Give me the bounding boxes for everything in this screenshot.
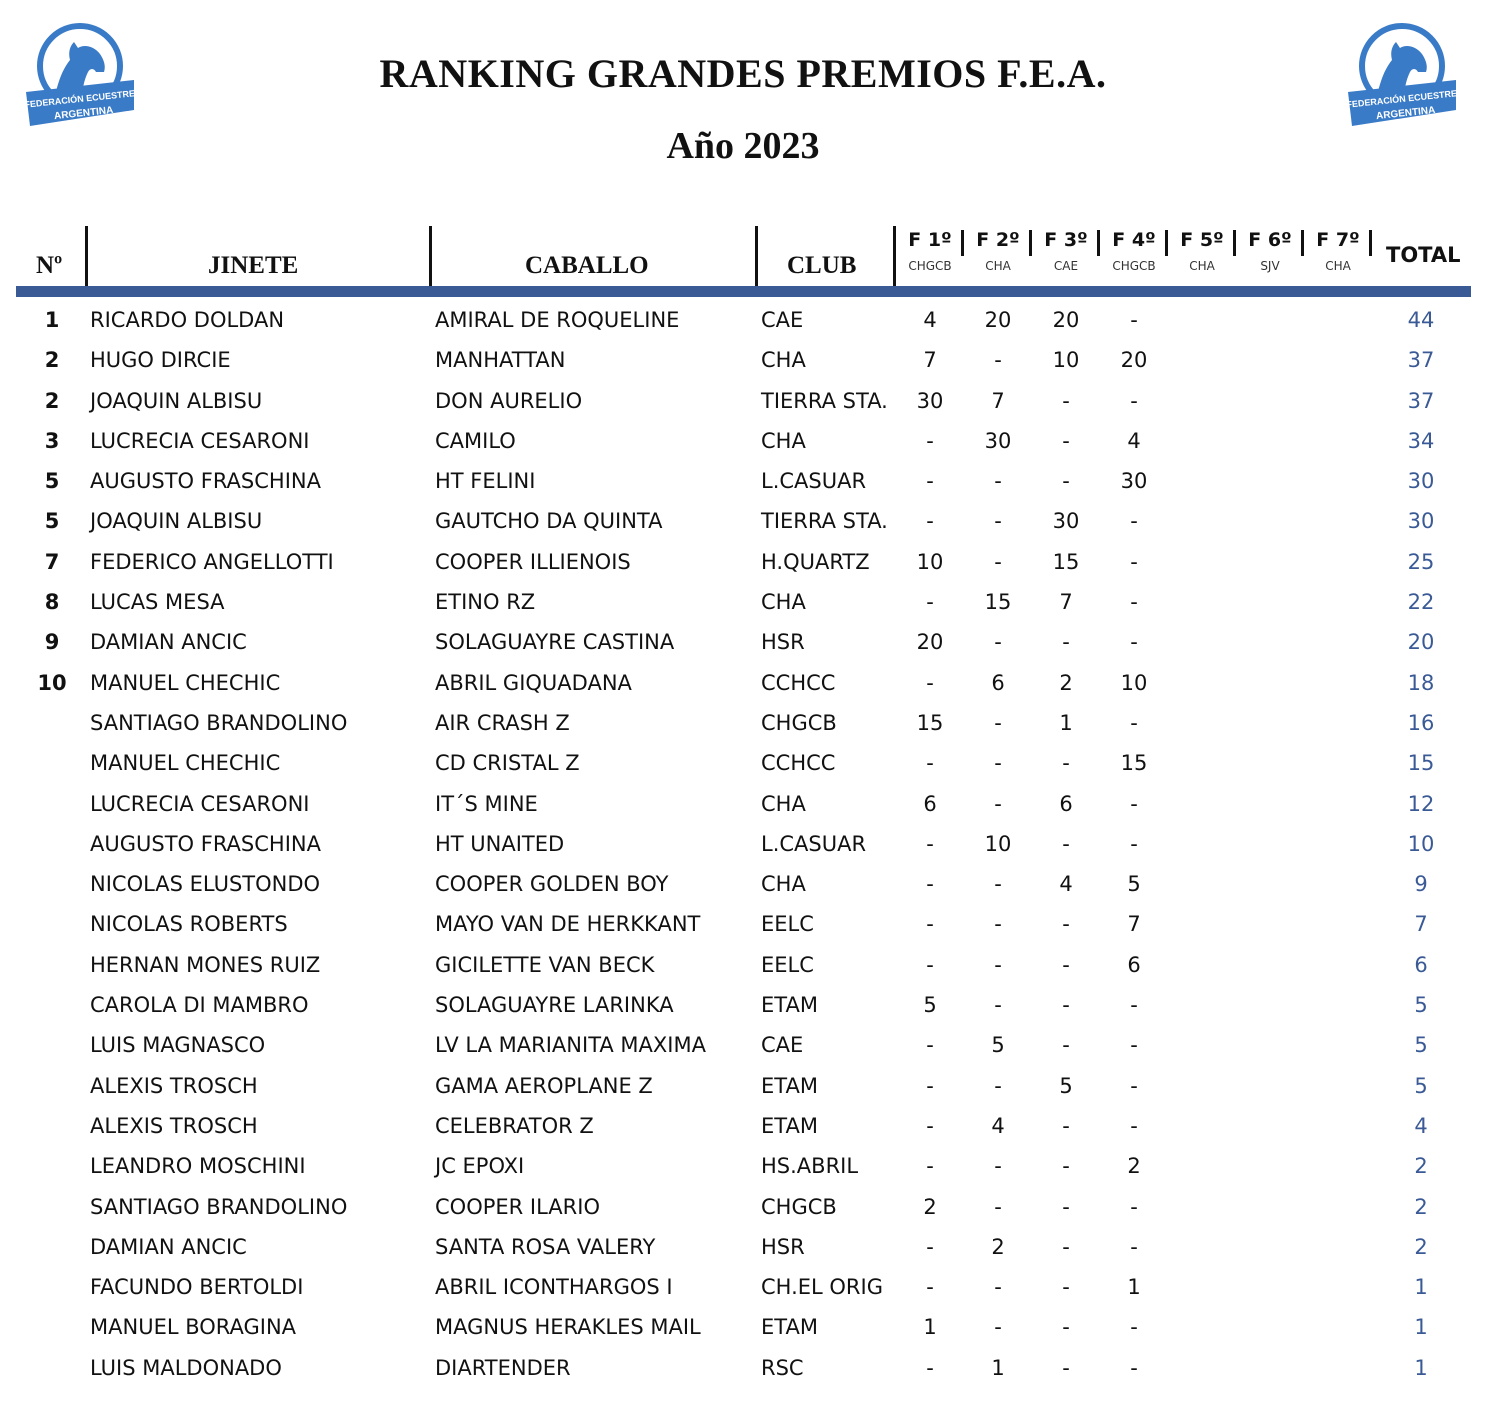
total-cell: 34 xyxy=(1407,428,1435,453)
club-cell: CHGCB xyxy=(761,710,837,735)
final-label: F 2º xyxy=(976,229,1020,251)
final-1-cell: 2 xyxy=(923,1194,937,1219)
total-cell: 30 xyxy=(1407,469,1435,494)
final-3-cell: - xyxy=(1062,388,1070,413)
final-4-cell: - xyxy=(1130,388,1138,413)
rider-cell: DAMIAN ANCIC xyxy=(90,630,247,655)
final-1-cell: - xyxy=(926,509,934,534)
club-cell: HSR xyxy=(761,1234,805,1259)
rider-cell: DAMIAN ANCIC xyxy=(90,1234,247,1259)
rider-cell: FACUNDO BERTOLDI xyxy=(90,1275,304,1300)
club-cell: TIERRA STA. xyxy=(761,509,888,534)
club-cell: HSR xyxy=(761,630,805,655)
club-cell: HS.ABRIL xyxy=(761,1154,859,1179)
final-3-cell: 6 xyxy=(1059,791,1073,816)
rider-cell: LUCRECIA CESARONI xyxy=(90,428,310,453)
header-final-7 xyxy=(1304,229,1372,273)
header-divider xyxy=(85,226,88,286)
final-3-cell: - xyxy=(1062,912,1070,937)
final-3-cell: - xyxy=(1062,952,1070,977)
table-row xyxy=(0,864,1486,904)
horse-cell: JC EPOXI xyxy=(435,1154,525,1179)
header-final-5 xyxy=(1168,229,1236,273)
club-cell: CHA xyxy=(761,872,806,897)
table-row xyxy=(0,824,1486,864)
final-1-cell: 30 xyxy=(916,388,944,413)
final-4-cell: 10 xyxy=(1120,670,1148,695)
club-cell: CAE xyxy=(761,1033,804,1058)
club-cell: CHA xyxy=(761,590,806,615)
horse-cell: IT´S MINE xyxy=(435,791,538,816)
header-rider: JINETE xyxy=(208,252,299,279)
horse-cell: SOLAGUAYRE CASTINA xyxy=(435,630,675,655)
final-3-cell: - xyxy=(1062,1234,1070,1259)
final-3-cell: 15 xyxy=(1052,549,1080,574)
total-cell: 5 xyxy=(1414,1073,1428,1098)
horse-cell: CD CRISTAL Z xyxy=(435,751,580,776)
final-2-cell: 1 xyxy=(991,1355,1005,1380)
horse-cell: COOPER GOLDEN BOY xyxy=(435,872,669,897)
final-2-cell: - xyxy=(994,872,1002,897)
final-1-cell: - xyxy=(926,1113,934,1138)
final-2-cell: - xyxy=(994,751,1002,776)
horse-cell: AIR CRASH Z xyxy=(435,710,570,735)
table-row xyxy=(0,421,1486,461)
rank-cell: 8 xyxy=(44,590,60,615)
rank-cell: 9 xyxy=(44,630,60,655)
rider-cell: LEANDRO MOSCHINI xyxy=(90,1154,306,1179)
total-cell: 1 xyxy=(1414,1315,1428,1340)
final-4-cell: - xyxy=(1130,509,1138,534)
final-2-cell: - xyxy=(994,549,1002,574)
horse-cell: HT FELINI xyxy=(435,469,536,494)
final-3-cell: - xyxy=(1062,1154,1070,1179)
rank-cell: 7 xyxy=(44,549,60,574)
rank-cell: 3 xyxy=(44,428,60,453)
final-4-cell: 5 xyxy=(1127,872,1141,897)
final-3-cell: - xyxy=(1062,428,1070,453)
header-divider xyxy=(429,226,432,286)
final-club: CHA xyxy=(985,259,1011,273)
final-1-cell: - xyxy=(926,1355,934,1380)
total-cell: 44 xyxy=(1407,308,1435,332)
header-total: TOTAL xyxy=(1386,243,1461,267)
final-4-cell: - xyxy=(1130,1355,1138,1380)
final-4-cell: - xyxy=(1130,630,1138,655)
final-label: F 5º xyxy=(1180,229,1224,251)
final-1-cell: - xyxy=(926,831,934,856)
table-row xyxy=(0,784,1486,824)
horse-cell: ETINO RZ xyxy=(435,590,536,615)
final-2-cell: 2 xyxy=(991,1234,1005,1259)
final-3-cell: 30 xyxy=(1052,509,1080,534)
table-row xyxy=(0,743,1486,783)
header-horse: CABALLO xyxy=(525,252,649,279)
rider-cell: MANUEL CHECHIC xyxy=(90,670,281,695)
table-row xyxy=(0,663,1486,703)
horse-cell: HT UNAITED xyxy=(435,831,565,856)
table-row xyxy=(0,1187,1486,1227)
final-label: F 6º xyxy=(1248,229,1292,251)
final-1-cell: - xyxy=(926,751,934,776)
final-1-cell: - xyxy=(926,1275,934,1300)
page-subtitle: Año 2023 xyxy=(666,125,820,167)
club-cell: ETAM xyxy=(761,1073,818,1098)
rank-cell: 2 xyxy=(44,348,60,373)
final-1-cell: - xyxy=(926,428,934,453)
club-cell: CCHCC xyxy=(761,751,836,776)
final-1-cell: 5 xyxy=(923,993,937,1018)
final-1-cell: - xyxy=(926,1073,934,1098)
final-2-cell: - xyxy=(994,1275,1002,1300)
rider-cell: NICOLAS ROBERTS xyxy=(90,912,288,937)
final-2-cell: - xyxy=(994,1315,1002,1340)
rider-cell: NICOLAS ELUSTONDO xyxy=(90,872,321,897)
table-row xyxy=(0,381,1486,421)
rider-cell: CAROLA DI MAMBRO xyxy=(90,993,309,1018)
final-2-cell: - xyxy=(994,1073,1002,1098)
total-cell: 2 xyxy=(1414,1154,1428,1179)
club-cell: ETAM xyxy=(761,1315,818,1340)
table-row xyxy=(0,1146,1486,1186)
club-cell: RSC xyxy=(761,1355,804,1380)
final-label: F 7º xyxy=(1316,229,1360,251)
final-3-cell: 7 xyxy=(1059,590,1073,615)
total-cell: 15 xyxy=(1407,751,1435,776)
total-cell: 4 xyxy=(1414,1113,1428,1138)
table-row xyxy=(0,1348,1486,1388)
total-cell: 18 xyxy=(1407,670,1435,695)
table-row xyxy=(0,300,1486,340)
rider-cell: LUIS MALDONADO xyxy=(90,1355,282,1380)
svg-text:ARGENTINA: ARGENTINA xyxy=(53,104,114,123)
horse-cell: MANHATTAN xyxy=(435,348,566,373)
final-1-cell: - xyxy=(926,469,934,494)
table-row xyxy=(0,1267,1486,1307)
table-row xyxy=(0,340,1486,380)
horse-cell: COOPER ILARIO xyxy=(435,1194,600,1219)
club-cell: H.QUARTZ xyxy=(761,549,870,574)
horse-cell: MAGNUS HERAKLES MAIL xyxy=(435,1315,701,1340)
rank-cell: 1 xyxy=(44,308,60,332)
rider-cell: LUCRECIA CESARONI xyxy=(90,791,310,816)
final-3-cell: - xyxy=(1062,469,1070,494)
total-cell: 1 xyxy=(1414,1275,1428,1300)
final-4-cell: 20 xyxy=(1120,348,1148,373)
final-3-cell: - xyxy=(1062,831,1070,856)
header-club: CLUB xyxy=(787,252,857,279)
final-4-cell: - xyxy=(1130,1113,1138,1138)
final-club: SJV xyxy=(1260,259,1280,273)
total-cell: 25 xyxy=(1407,549,1435,574)
header-final-3 xyxy=(1032,229,1100,273)
final-2-cell: - xyxy=(994,993,1002,1018)
horse-cell: CAMILO xyxy=(435,428,516,453)
total-cell: 9 xyxy=(1414,872,1428,897)
table-row xyxy=(0,1066,1486,1106)
rank-cell: 2 xyxy=(44,388,60,413)
final-4-cell: 15 xyxy=(1120,751,1148,776)
final-4-cell: - xyxy=(1130,1073,1138,1098)
final-4-cell: 7 xyxy=(1127,912,1141,937)
final-3-cell: 20 xyxy=(1052,308,1080,332)
final-3-cell: - xyxy=(1062,1275,1070,1300)
rider-cell: FEDERICO ANGELLOTTI xyxy=(90,549,334,574)
final-1-cell: - xyxy=(926,1033,934,1058)
final-club: CHGCB xyxy=(908,259,952,273)
final-4-cell: - xyxy=(1130,1315,1138,1340)
header-final-1 xyxy=(896,229,964,273)
club-cell: CH.EL ORIG xyxy=(761,1275,883,1300)
final-1-cell: 1 xyxy=(923,1315,937,1340)
final-1-cell: - xyxy=(926,1234,934,1259)
final-3-cell: - xyxy=(1062,1315,1070,1340)
rider-cell: JOAQUIN ALBISU xyxy=(90,509,263,534)
final-3-cell: - xyxy=(1062,751,1070,776)
club-cell: ETAM xyxy=(761,993,818,1018)
rider-cell: SANTIAGO BRANDOLINO xyxy=(90,1194,348,1219)
final-2-cell: 15 xyxy=(984,590,1012,615)
club-cell: CAE xyxy=(761,308,804,332)
rank-cell: 10 xyxy=(37,670,67,695)
total-cell: 12 xyxy=(1407,791,1435,816)
club-cell: CCHCC xyxy=(761,670,836,695)
final-2-cell: - xyxy=(994,509,1002,534)
header-rank: Nº xyxy=(36,252,63,279)
header-final-2 xyxy=(964,229,1032,273)
total-cell: 2 xyxy=(1414,1194,1428,1219)
final-3-cell: 2 xyxy=(1059,670,1073,695)
final-2-cell: 10 xyxy=(984,831,1012,856)
final-4-cell: 30 xyxy=(1120,469,1148,494)
final-label: F 4º xyxy=(1112,229,1156,251)
horse-cell: SANTA ROSA VALERY xyxy=(435,1234,656,1259)
ranking-table xyxy=(0,300,1486,1388)
horse-cell: GAUTCHO DA QUINTA xyxy=(435,509,663,534)
final-4-cell: - xyxy=(1130,1033,1138,1058)
final-club: CHA xyxy=(1189,259,1215,273)
table-row xyxy=(0,461,1486,501)
horse-cell: DON AURELIO xyxy=(435,388,583,413)
horse-cell: CELEBRATOR Z xyxy=(435,1113,594,1138)
final-2-cell: - xyxy=(994,630,1002,655)
final-4-cell: 4 xyxy=(1127,428,1141,453)
final-1-cell: 6 xyxy=(923,791,937,816)
final-2-cell: 20 xyxy=(984,308,1012,332)
table-row xyxy=(0,904,1486,944)
final-4-cell: - xyxy=(1130,1194,1138,1219)
rider-cell: RICARDO DOLDAN xyxy=(90,308,285,332)
final-2-cell: 7 xyxy=(991,388,1005,413)
table-row xyxy=(0,1307,1486,1347)
final-4-cell: - xyxy=(1130,993,1138,1018)
club-cell: CHGCB xyxy=(761,1194,837,1219)
final-4-cell: 2 xyxy=(1127,1154,1141,1179)
total-cell: 22 xyxy=(1407,590,1435,615)
horse-cell: AMIRAL DE ROQUELINE xyxy=(435,308,680,332)
final-4-cell: - xyxy=(1130,308,1138,332)
final-2-cell: - xyxy=(994,469,1002,494)
horse-cell: DIARTENDER xyxy=(435,1355,571,1380)
club-cell: L.CASUAR xyxy=(761,469,867,494)
final-1-cell: 10 xyxy=(916,549,944,574)
final-3-cell: - xyxy=(1062,1113,1070,1138)
final-2-cell: - xyxy=(994,952,1002,977)
final-4-cell: - xyxy=(1130,791,1138,816)
final-3-cell: - xyxy=(1062,1194,1070,1219)
club-cell: EELC xyxy=(761,912,814,937)
rider-cell: MANUEL CHECHIC xyxy=(90,751,281,776)
total-cell: 20 xyxy=(1407,630,1435,655)
final-4-cell: - xyxy=(1130,549,1138,574)
final-1-cell: - xyxy=(926,952,934,977)
horse-cell: ABRIL GIQUADANA xyxy=(435,670,632,695)
club-cell: EELC xyxy=(761,952,814,977)
rider-cell: ALEXIS TROSCH xyxy=(90,1073,258,1098)
final-3-cell: - xyxy=(1062,1033,1070,1058)
table-row xyxy=(0,1025,1486,1065)
page-title: RANKING GRANDES PREMIOS F.E.A. xyxy=(379,51,1107,96)
rank-cell: 5 xyxy=(44,509,60,534)
table-row xyxy=(0,622,1486,662)
horse-cell: ABRIL ICONTHARGOS I xyxy=(435,1275,673,1300)
final-2-cell: - xyxy=(994,1194,1002,1219)
total-cell: 16 xyxy=(1407,710,1435,735)
header-final-4 xyxy=(1100,229,1168,273)
final-1-cell: - xyxy=(926,670,934,695)
header-final-6 xyxy=(1236,229,1304,273)
table-row xyxy=(0,582,1486,622)
final-3-cell: 1 xyxy=(1059,710,1073,735)
table-row xyxy=(0,703,1486,743)
horse-cell: GAMA AEROPLANE Z xyxy=(435,1073,653,1098)
club-cell: L.CASUAR xyxy=(761,831,867,856)
total-cell: 7 xyxy=(1414,912,1428,937)
final-1-cell: - xyxy=(926,872,934,897)
club-cell: CHA xyxy=(761,348,806,373)
final-4-cell: - xyxy=(1130,831,1138,856)
final-2-cell: 5 xyxy=(991,1033,1005,1058)
final-3-cell: - xyxy=(1062,630,1070,655)
final-3-cell: 5 xyxy=(1059,1073,1073,1098)
final-4-cell: - xyxy=(1130,1234,1138,1259)
final-1-cell: 15 xyxy=(916,710,944,735)
total-cell: 30 xyxy=(1407,509,1435,534)
table-row xyxy=(0,1106,1486,1146)
table-row xyxy=(0,1227,1486,1267)
rider-cell: SANTIAGO BRANDOLINO xyxy=(90,710,348,735)
rider-cell: LUCAS MESA xyxy=(90,590,225,615)
total-cell: 6 xyxy=(1414,952,1428,977)
final-3-cell: 4 xyxy=(1059,872,1073,897)
total-cell: 5 xyxy=(1414,993,1428,1018)
club-cell: CHA xyxy=(761,791,806,816)
final-club: CAE xyxy=(1053,259,1079,273)
final-2-cell: - xyxy=(994,710,1002,735)
horse-cell: MAYO VAN DE HERKKANT xyxy=(435,912,701,937)
horse-cell: GICILETTE VAN BECK xyxy=(435,952,655,977)
final-1-cell: - xyxy=(926,1154,934,1179)
final-4-cell: 6 xyxy=(1127,952,1141,977)
table-row xyxy=(0,945,1486,985)
rider-cell: HERNAN MONES RUIZ xyxy=(90,952,321,977)
club-cell: TIERRA STA. xyxy=(761,388,888,413)
table-row xyxy=(0,985,1486,1025)
horse-cell: LV LA MARIANITA MAXIMA xyxy=(435,1033,706,1058)
final-3-cell: - xyxy=(1062,993,1070,1018)
final-1-cell: - xyxy=(926,912,934,937)
total-cell: 10 xyxy=(1407,831,1435,856)
table-row xyxy=(0,542,1486,582)
final-2-cell: - xyxy=(994,1154,1002,1179)
rider-cell: MANUEL BORAGINA xyxy=(90,1315,297,1340)
svg-text:FEDERACIÓN ECUESTRE: FEDERACIÓN ECUESTRE xyxy=(24,88,136,110)
rank-cell: 5 xyxy=(44,469,60,494)
svg-text:FEDERACIÓN ECUESTRE: FEDERACIÓN ECUESTRE xyxy=(1346,88,1458,110)
club-cell: ETAM xyxy=(761,1113,818,1138)
final-label: F 1º xyxy=(908,229,952,251)
table-row xyxy=(0,501,1486,541)
total-cell: 37 xyxy=(1407,388,1435,413)
total-cell: 37 xyxy=(1407,348,1435,373)
final-label: F 3º xyxy=(1044,229,1088,251)
rider-cell: LUIS MAGNASCO xyxy=(90,1033,266,1058)
rider-cell: AUGUSTO FRASCHINA xyxy=(90,831,321,856)
final-3-cell: - xyxy=(1062,1355,1070,1380)
final-1-cell: - xyxy=(926,590,934,615)
total-cell: 2 xyxy=(1414,1234,1428,1259)
svg-text:ARGENTINA: ARGENTINA xyxy=(1375,104,1436,123)
horse-cell: COOPER ILLIENOIS xyxy=(435,549,631,574)
final-club: CHA xyxy=(1325,259,1351,273)
final-2-cell: 30 xyxy=(984,428,1012,453)
final-1-cell: 20 xyxy=(916,630,944,655)
final-2-cell: 6 xyxy=(991,670,1005,695)
final-1-cell: 4 xyxy=(923,308,937,332)
final-2-cell: - xyxy=(994,791,1002,816)
final-1-cell: 7 xyxy=(923,348,937,373)
final-2-cell: 4 xyxy=(991,1113,1005,1138)
final-2-cell: - xyxy=(994,348,1002,373)
final-4-cell: - xyxy=(1130,710,1138,735)
club-cell: CHA xyxy=(761,428,806,453)
final-4-cell: 1 xyxy=(1127,1275,1141,1300)
header-divider xyxy=(755,226,758,286)
total-cell: 1 xyxy=(1414,1355,1428,1380)
rider-cell: HUGO DIRCIE xyxy=(90,348,231,373)
final-club: CHGCB xyxy=(1112,259,1156,273)
final-3-cell: 10 xyxy=(1052,348,1080,373)
horse-cell: SOLAGUAYRE LARINKA xyxy=(435,993,674,1018)
total-cell: 5 xyxy=(1414,1033,1428,1058)
final-2-cell: - xyxy=(994,912,1002,937)
rider-cell: AUGUSTO FRASCHINA xyxy=(90,469,321,494)
final-4-cell: - xyxy=(1130,590,1138,615)
rider-cell: JOAQUIN ALBISU xyxy=(90,388,263,413)
rider-cell: ALEXIS TROSCH xyxy=(90,1113,258,1138)
final-divider xyxy=(1369,230,1372,256)
header-bar xyxy=(16,286,1471,297)
